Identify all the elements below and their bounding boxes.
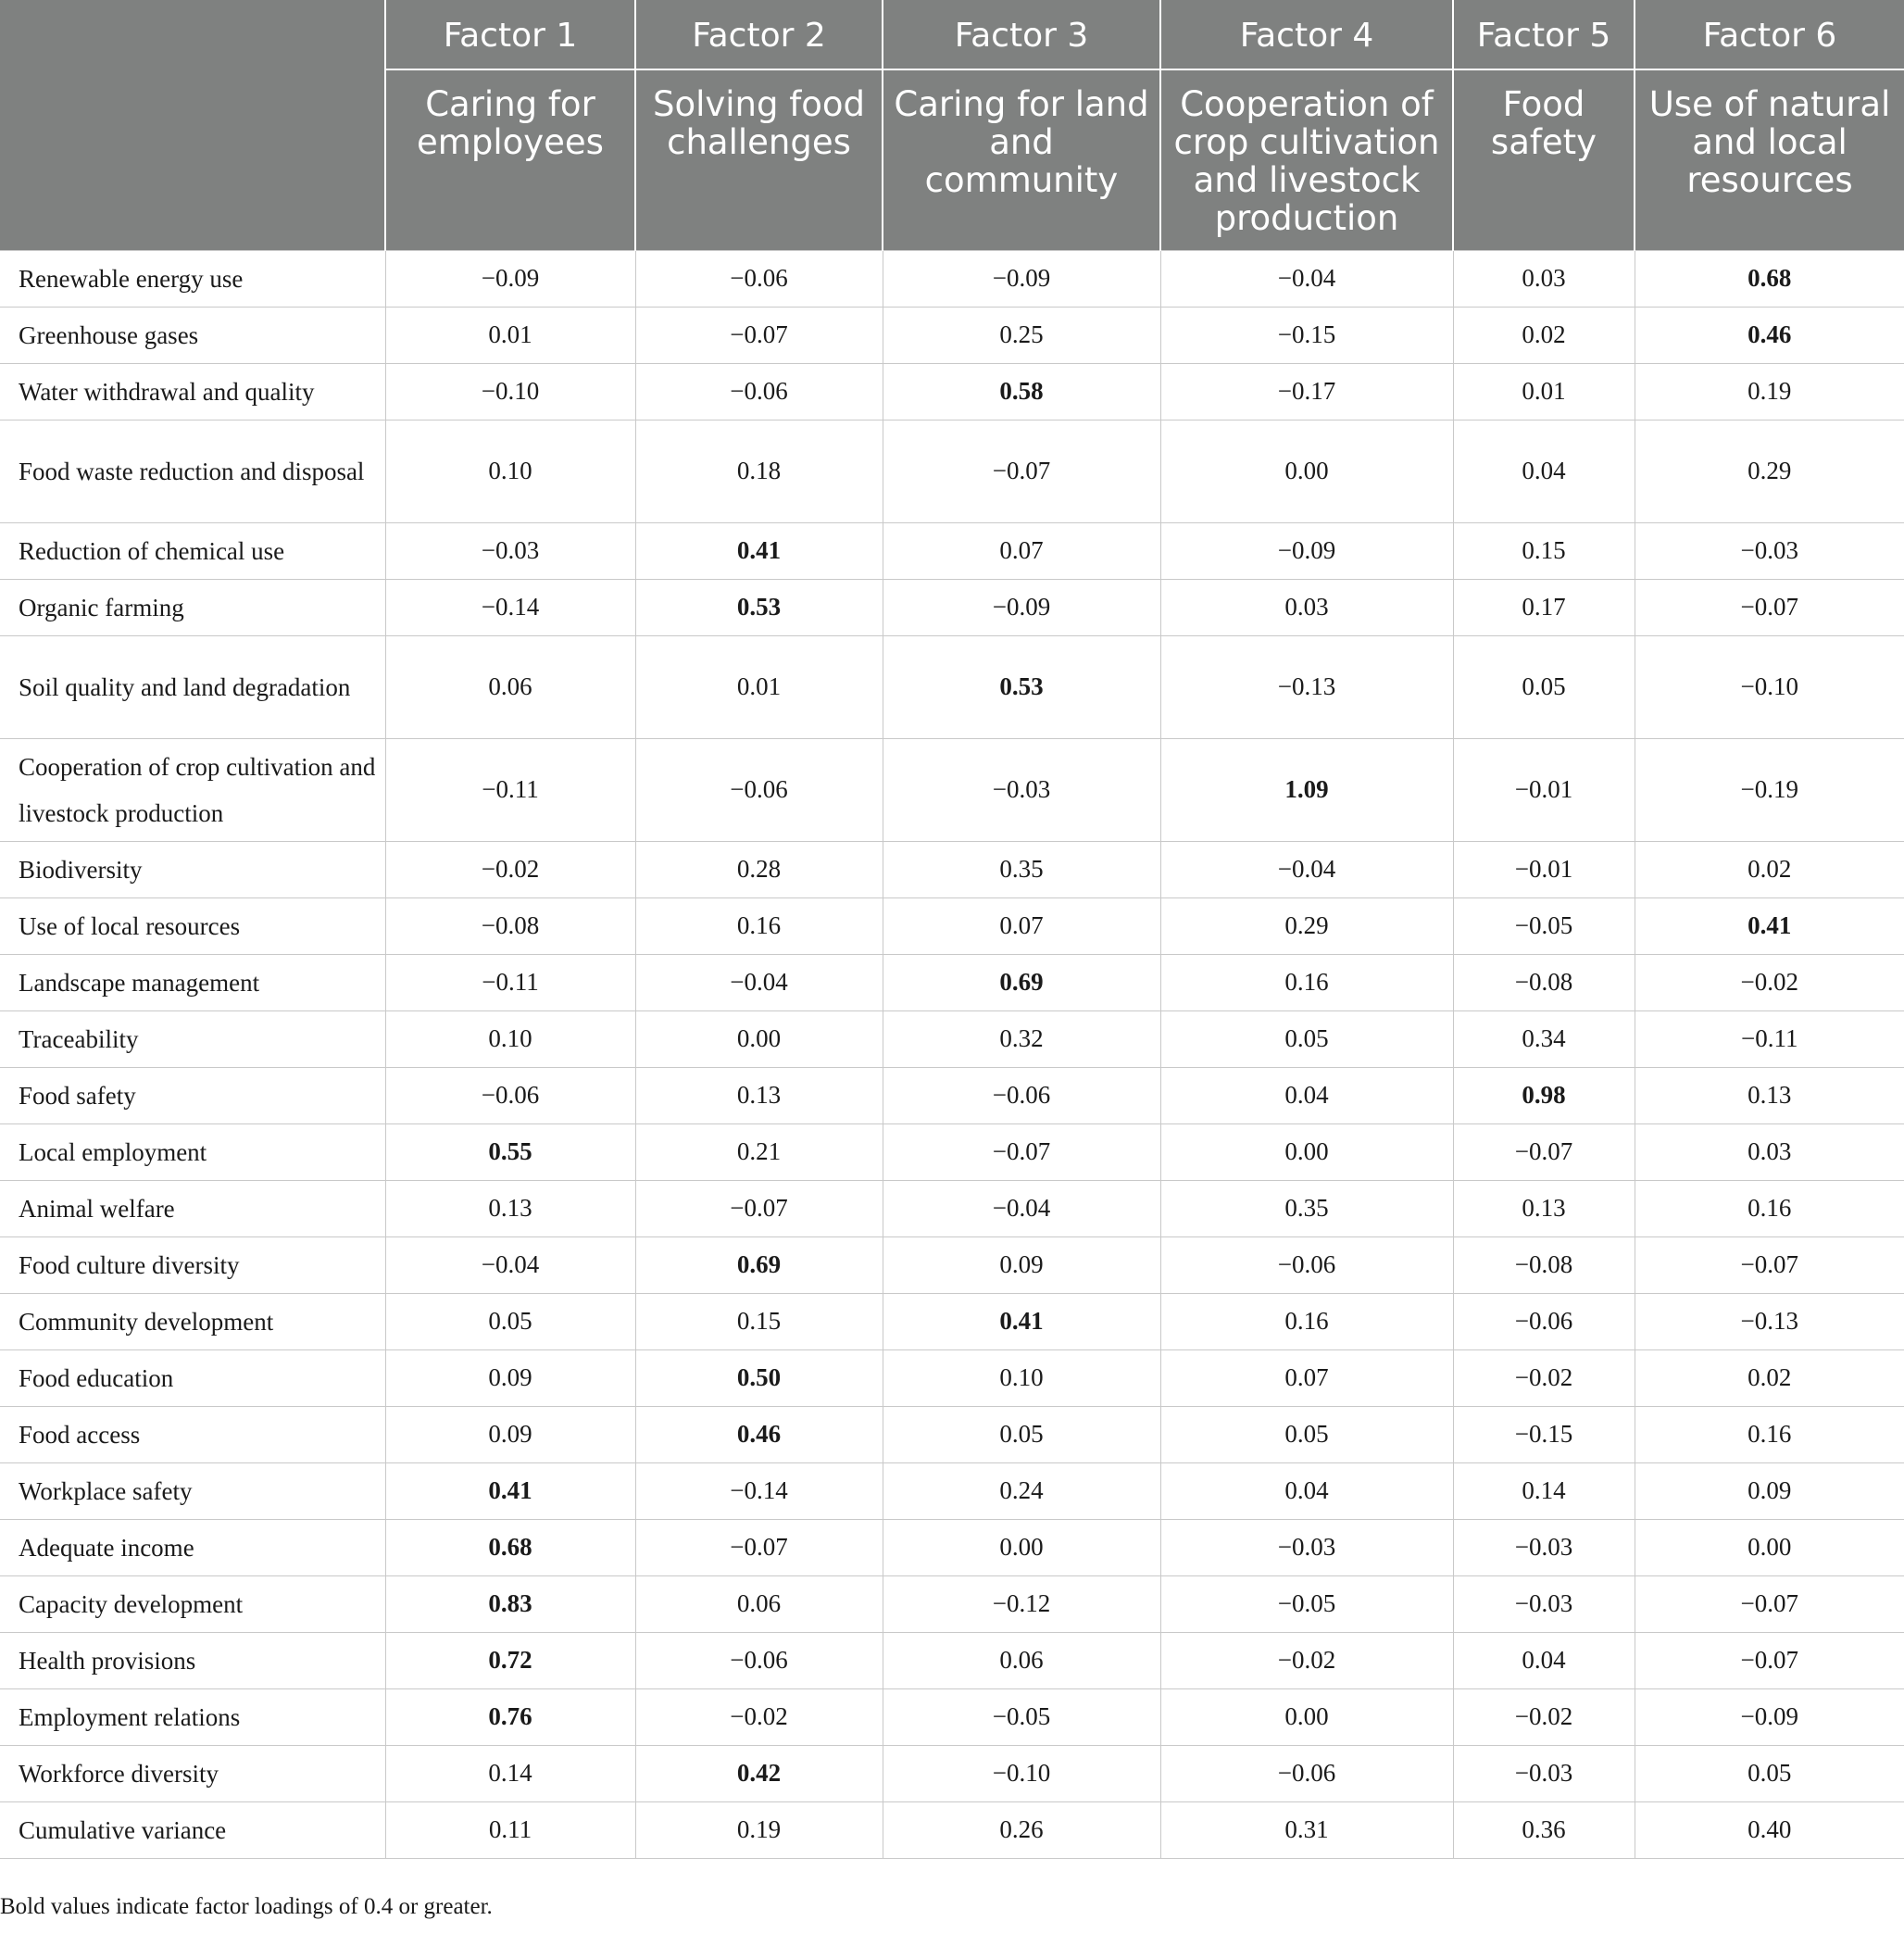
loading-value: 0.68 [1635,250,1904,307]
table-row [0,1801,1904,1858]
row-label: Organic farming [0,579,385,635]
table-row [0,522,1904,579]
loading-value: 0.01 [1453,363,1635,420]
factor-name-header: Solving food challenges [635,69,883,250]
header-corner-cell [0,0,385,69]
loading-value: −0.06 [1160,1236,1453,1293]
loading-value: −0.09 [385,250,635,307]
loading-value: 0.09 [883,1236,1160,1293]
row-label: Landscape management [0,954,385,1010]
loading-value: 0.13 [1453,1180,1635,1236]
loading-value: 0.05 [1453,635,1635,738]
loading-value: −0.04 [635,954,883,1010]
loading-value: −0.06 [883,1067,1160,1123]
table-row [0,363,1904,420]
loading-value: 0.36 [1453,1801,1635,1858]
loading-value: −0.09 [1635,1688,1904,1745]
table-row [0,1123,1904,1180]
table-footnote: Bold values indicate factor loadings of 0.4 or greater. [0,1894,493,1919]
loading-value: 0.07 [883,897,1160,954]
loading-value: −0.03 [883,738,1160,841]
loading-value: −0.11 [385,954,635,1010]
loading-value: 0.11 [385,1801,635,1858]
loading-value: −0.14 [635,1462,883,1519]
loading-value: 0.13 [385,1180,635,1236]
table-row [0,635,1904,738]
loading-value: 0.09 [385,1406,635,1462]
header-corner-cell [0,69,385,250]
table-body [0,250,1904,1858]
factor-name-header: Cooperation of crop cultivation and livestock production [1160,69,1453,250]
factor-name-header: Caring for land and community [883,69,1160,250]
table-row [0,1462,1904,1519]
loading-value: 0.05 [385,1293,635,1349]
loading-value: 0.00 [1160,420,1453,522]
loading-value: −0.02 [385,841,635,897]
loading-value: 0.53 [883,635,1160,738]
loading-value: −0.04 [1160,250,1453,307]
loading-value: 0.04 [1160,1067,1453,1123]
loading-value: 0.16 [1635,1406,1904,1462]
loading-value: 0.15 [635,1293,883,1349]
table-row [0,1519,1904,1575]
factor-number-header: Factor 4 [1160,0,1453,69]
loading-value: 0.04 [1160,1462,1453,1519]
loading-value: −0.07 [1635,1632,1904,1688]
loading-value: −0.09 [883,579,1160,635]
loading-value: 0.41 [635,522,883,579]
loading-value: 0.05 [1160,1406,1453,1462]
loading-value: 0.76 [385,1688,635,1745]
loading-value: 0.00 [1635,1519,1904,1575]
factor-number-header: Factor 1 [385,0,635,69]
loading-value: −0.09 [883,250,1160,307]
table-row [0,1067,1904,1123]
loading-value: −0.04 [883,1180,1160,1236]
loading-value: −0.12 [883,1575,1160,1632]
loading-value: 0.07 [1160,1349,1453,1406]
loading-value: 0.10 [385,1010,635,1067]
loading-value: 0.07 [883,522,1160,579]
loading-value: −0.13 [1635,1293,1904,1349]
row-label: Water withdrawal and quality [0,363,385,420]
row-label: Soil quality and land degradation [0,635,385,738]
factor-name-header: Food safety [1453,69,1635,250]
loading-value: 0.06 [635,1575,883,1632]
loading-value: 0.19 [635,1801,883,1858]
loading-value: −0.03 [1453,1745,1635,1801]
row-label: Workplace safety [0,1462,385,1519]
loading-value: −0.17 [1160,363,1453,420]
loading-value: −0.01 [1453,738,1635,841]
row-label: Food waste reduction and disposal [0,420,385,522]
row-label: Workforce diversity [0,1745,385,1801]
loading-value: −0.06 [1160,1745,1453,1801]
table-row [0,1575,1904,1632]
loading-value: −0.09 [1160,522,1453,579]
loading-value: 0.00 [1160,1123,1453,1180]
factor-number-header: Factor 6 [1635,0,1904,69]
loading-value: 0.13 [1635,1067,1904,1123]
loading-value: 0.14 [385,1745,635,1801]
loading-value: −0.06 [635,363,883,420]
row-label: Traceability [0,1010,385,1067]
row-label: Greenhouse gases [0,307,385,363]
loading-value: 0.05 [1635,1745,1904,1801]
loading-value: −0.01 [1453,841,1635,897]
loading-value: 0.19 [1635,363,1904,420]
loading-value: 0.68 [385,1519,635,1575]
loading-value: −0.06 [635,1632,883,1688]
row-label: Employment relations [0,1688,385,1745]
loading-value: −0.02 [1453,1688,1635,1745]
loading-value: 0.50 [635,1349,883,1406]
loading-value: 0.40 [1635,1801,1904,1858]
row-label: Capacity development [0,1575,385,1632]
loading-value: −0.07 [1635,579,1904,635]
row-label: Community development [0,1293,385,1349]
loading-value: −0.07 [1635,1236,1904,1293]
row-label: Food access [0,1406,385,1462]
loading-value: −0.04 [1160,841,1453,897]
loading-value: 0.98 [1453,1067,1635,1123]
loading-value: 0.16 [1160,954,1453,1010]
loading-value: 0.03 [1453,250,1635,307]
loading-value: 0.16 [1160,1293,1453,1349]
table-row [0,738,1904,841]
loading-value: −0.06 [385,1067,635,1123]
row-label: Renewable energy use [0,250,385,307]
loading-value: 0.16 [1635,1180,1904,1236]
table-row [0,954,1904,1010]
loading-value: −0.08 [1453,1236,1635,1293]
table-row [0,1293,1904,1349]
loading-value: −0.08 [1453,954,1635,1010]
loading-value: −0.03 [1453,1575,1635,1632]
loading-value: −0.07 [1453,1123,1635,1180]
loading-value: −0.07 [883,420,1160,522]
loading-value: −0.02 [1160,1632,1453,1688]
loading-value: −0.03 [1160,1519,1453,1575]
loading-value: 0.29 [1160,897,1453,954]
table-row [0,1349,1904,1406]
loading-value: 0.03 [1635,1123,1904,1180]
loading-value: 0.01 [635,635,883,738]
loading-value: 0.14 [1453,1462,1635,1519]
loading-value: 0.17 [1453,579,1635,635]
loading-value: 0.29 [1635,420,1904,522]
row-label: Cooperation of crop cultivation and livestock production [0,738,385,841]
loading-value: 0.46 [635,1406,883,1462]
loading-value: −0.07 [883,1123,1160,1180]
loading-value: 0.53 [635,579,883,635]
table-row [0,1010,1904,1067]
loading-value: 0.04 [1453,1632,1635,1688]
loading-value: 0.21 [635,1123,883,1180]
loading-value: 0.05 [1160,1010,1453,1067]
loading-value: −0.02 [1635,954,1904,1010]
loading-value: 0.03 [1160,579,1453,635]
loading-value: 0.18 [635,420,883,522]
row-label: Reduction of chemical use [0,522,385,579]
loading-value: −0.06 [635,738,883,841]
loading-value: 0.05 [883,1406,1160,1462]
loading-value: −0.13 [1160,635,1453,738]
row-label: Cumulative variance [0,1801,385,1858]
loading-value: 0.02 [1453,307,1635,363]
loading-value: −0.02 [1453,1349,1635,1406]
loading-value: 0.13 [635,1067,883,1123]
loading-value: 0.28 [635,841,883,897]
loading-value: −0.07 [635,1519,883,1575]
row-label: Adequate income [0,1519,385,1575]
loading-value: 0.41 [385,1462,635,1519]
loading-value: 0.02 [1635,1349,1904,1406]
loading-value: −0.19 [1635,738,1904,841]
loading-value: 0.10 [883,1349,1160,1406]
loading-value: −0.04 [385,1236,635,1293]
loading-value: −0.02 [635,1688,883,1745]
loading-value: 0.01 [385,307,635,363]
table-row [0,1632,1904,1688]
loading-value: 0.69 [635,1236,883,1293]
loading-value: 0.42 [635,1745,883,1801]
row-label: Biodiversity [0,841,385,897]
header-row-factor-names [0,69,1904,250]
loading-value: −0.05 [1453,897,1635,954]
row-label: Food culture diversity [0,1236,385,1293]
table-row [0,1745,1904,1801]
loading-value: 0.72 [385,1632,635,1688]
factor-name-header: Caring for employees [385,69,635,250]
loading-value: 0.58 [883,363,1160,420]
loading-value: 0.16 [635,897,883,954]
loading-value: 0.25 [883,307,1160,363]
loading-value: 0.55 [385,1123,635,1180]
loading-value: −0.14 [385,579,635,635]
table-row [0,1688,1904,1745]
row-label: Health provisions [0,1632,385,1688]
row-label: Food education [0,1349,385,1406]
loading-value: 1.09 [1160,738,1453,841]
header-row-factor-numbers [0,0,1904,69]
loading-value: −0.07 [635,1180,883,1236]
row-label: Food safety [0,1067,385,1123]
factor-number-header: Factor 5 [1453,0,1635,69]
loading-value: 0.26 [883,1801,1160,1858]
loading-value: 0.46 [1635,307,1904,363]
row-label: Animal welfare [0,1180,385,1236]
table-row [0,579,1904,635]
table-row [0,1236,1904,1293]
loading-value: 0.09 [1635,1462,1904,1519]
table-row [0,307,1904,363]
loading-value: 0.15 [1453,522,1635,579]
loading-value: −0.11 [1635,1010,1904,1067]
loading-value: −0.15 [1160,307,1453,363]
loading-value: −0.10 [1635,635,1904,738]
table-row [0,250,1904,307]
loading-value: 0.02 [1635,841,1904,897]
row-label: Use of local resources [0,897,385,954]
loading-value: 0.69 [883,954,1160,1010]
table-row [0,1406,1904,1462]
row-label: Local employment [0,1123,385,1180]
loading-value: −0.10 [385,363,635,420]
loading-value: 0.09 [385,1349,635,1406]
loading-value: −0.10 [883,1745,1160,1801]
loading-value: −0.07 [1635,1575,1904,1632]
loading-value: 0.31 [1160,1801,1453,1858]
loading-value: 0.41 [883,1293,1160,1349]
loading-value: 0.00 [883,1519,1160,1575]
table-row [0,420,1904,522]
loading-value: 0.32 [883,1010,1160,1067]
table-row [0,841,1904,897]
loading-value: −0.03 [1453,1519,1635,1575]
loading-value: −0.11 [385,738,635,841]
loading-value: −0.03 [385,522,635,579]
loading-value: 0.24 [883,1462,1160,1519]
loading-value: −0.07 [635,307,883,363]
factor-name-header: Use of natural and local resources [1635,69,1904,250]
loading-value: −0.06 [1453,1293,1635,1349]
loading-value: 0.06 [385,635,635,738]
loading-value: 0.35 [883,841,1160,897]
loading-value: −0.05 [1160,1575,1453,1632]
loading-value: 0.00 [1160,1688,1453,1745]
loading-value: 0.35 [1160,1180,1453,1236]
loading-value: −0.03 [1635,522,1904,579]
loading-value: 0.06 [883,1632,1160,1688]
factor-number-header: Factor 2 [635,0,883,69]
loading-value: 0.04 [1453,420,1635,522]
loading-value: 0.10 [385,420,635,522]
loading-value: −0.05 [883,1688,1160,1745]
loading-value: −0.06 [635,250,883,307]
loading-value: 0.83 [385,1575,635,1632]
table-row [0,1180,1904,1236]
table-row [0,897,1904,954]
loading-value: −0.15 [1453,1406,1635,1462]
loading-value: 0.41 [1635,897,1904,954]
loading-value: −0.08 [385,897,635,954]
loading-value: 0.00 [635,1010,883,1067]
loading-value: 0.34 [1453,1010,1635,1067]
factor-number-header: Factor 3 [883,0,1160,69]
